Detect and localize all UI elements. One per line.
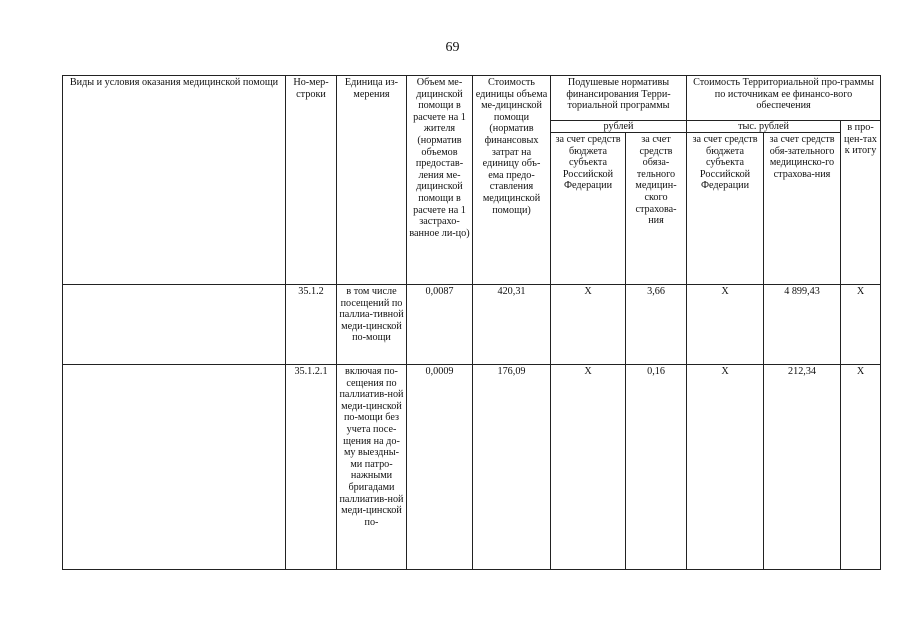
row-pc-oms: 3,66 <box>626 285 687 365</box>
header-total-budget: за счет средств бюджета субъекта Российской Федерации <box>687 133 764 285</box>
row-pc-oms: 0,16 <box>626 365 687 570</box>
row-percent: Х <box>841 365 881 570</box>
row-total-oms: 212,34 <box>764 365 841 570</box>
header-program-cost: Стоимость Территориальной про-граммы по источникам ее финансо-вого обеспечения <box>687 76 881 121</box>
row-number: 35.1.2.1 <box>286 365 337 570</box>
row-kind <box>63 365 286 570</box>
header-row-number: Но-мер-строки <box>286 76 337 285</box>
row-total-budget: Х <box>687 365 764 570</box>
header-pc-budget: за счет средств бюджета субъекта Российской Федерации <box>551 133 626 285</box>
row-cost: 176,09 <box>473 365 551 570</box>
row-unit: в том числе посещений по паллиа-тивной меди-цинской по-мощи <box>337 285 407 365</box>
header-unit-thousand-rubles: тыс. рублей <box>687 121 841 133</box>
table-row <box>63 285 881 365</box>
header-row-1 <box>63 76 881 121</box>
page-number: 69 <box>445 40 460 55</box>
header-percent: в про-цен-тах к итогу <box>841 121 881 285</box>
row-pc-budget: Х <box>551 285 626 365</box>
row-number: 35.1.2 <box>286 285 337 365</box>
header-cost: Стоимость единицы объема ме-дицинской помощи (норматив финансовых затрат на единицу объ-ема предо-ставления медицинской помощи) <box>473 76 551 285</box>
header-pc-oms: за счет средств обяза-тельного медицин-ского страхова-ния <box>626 133 687 285</box>
header-volume: Объем ме-дицинской помощи в расчете на 1 жителя (норматив объемов предостав-ления ме-дицинской помощи в расчете на 1 застрахо-ванное ли-цо) <box>407 76 473 285</box>
header-unit: Единица из-мерения <box>337 76 407 285</box>
table-row <box>63 365 881 570</box>
row-total-oms: 4 899,43 <box>764 285 841 365</box>
header-kind: Виды и условия оказания медицинской помощи <box>63 76 286 285</box>
header-per-capita: Подушевые нормативы финансирования Терри-ториальной программы <box>551 76 687 121</box>
header-total-oms: за счет средств обя-зательного медицинско-го страхова-ния <box>764 133 841 285</box>
row-kind <box>63 285 286 365</box>
row-volume: 0,0087 <box>407 285 473 365</box>
financing-table <box>62 75 881 570</box>
row-volume: 0,0009 <box>407 365 473 570</box>
header-unit-rubles: рублей <box>551 121 687 133</box>
row-percent: Х <box>841 285 881 365</box>
row-pc-budget: Х <box>551 365 626 570</box>
row-unit: включая по-сещения по паллиатив-ной меди-цинской по-мощи без учета посе-щения на до-му выездны-ми патро-нажными бригадами паллиатив-ной меди-цинской по- <box>337 365 407 570</box>
row-total-budget: Х <box>687 285 764 365</box>
row-cost: 420,31 <box>473 285 551 365</box>
